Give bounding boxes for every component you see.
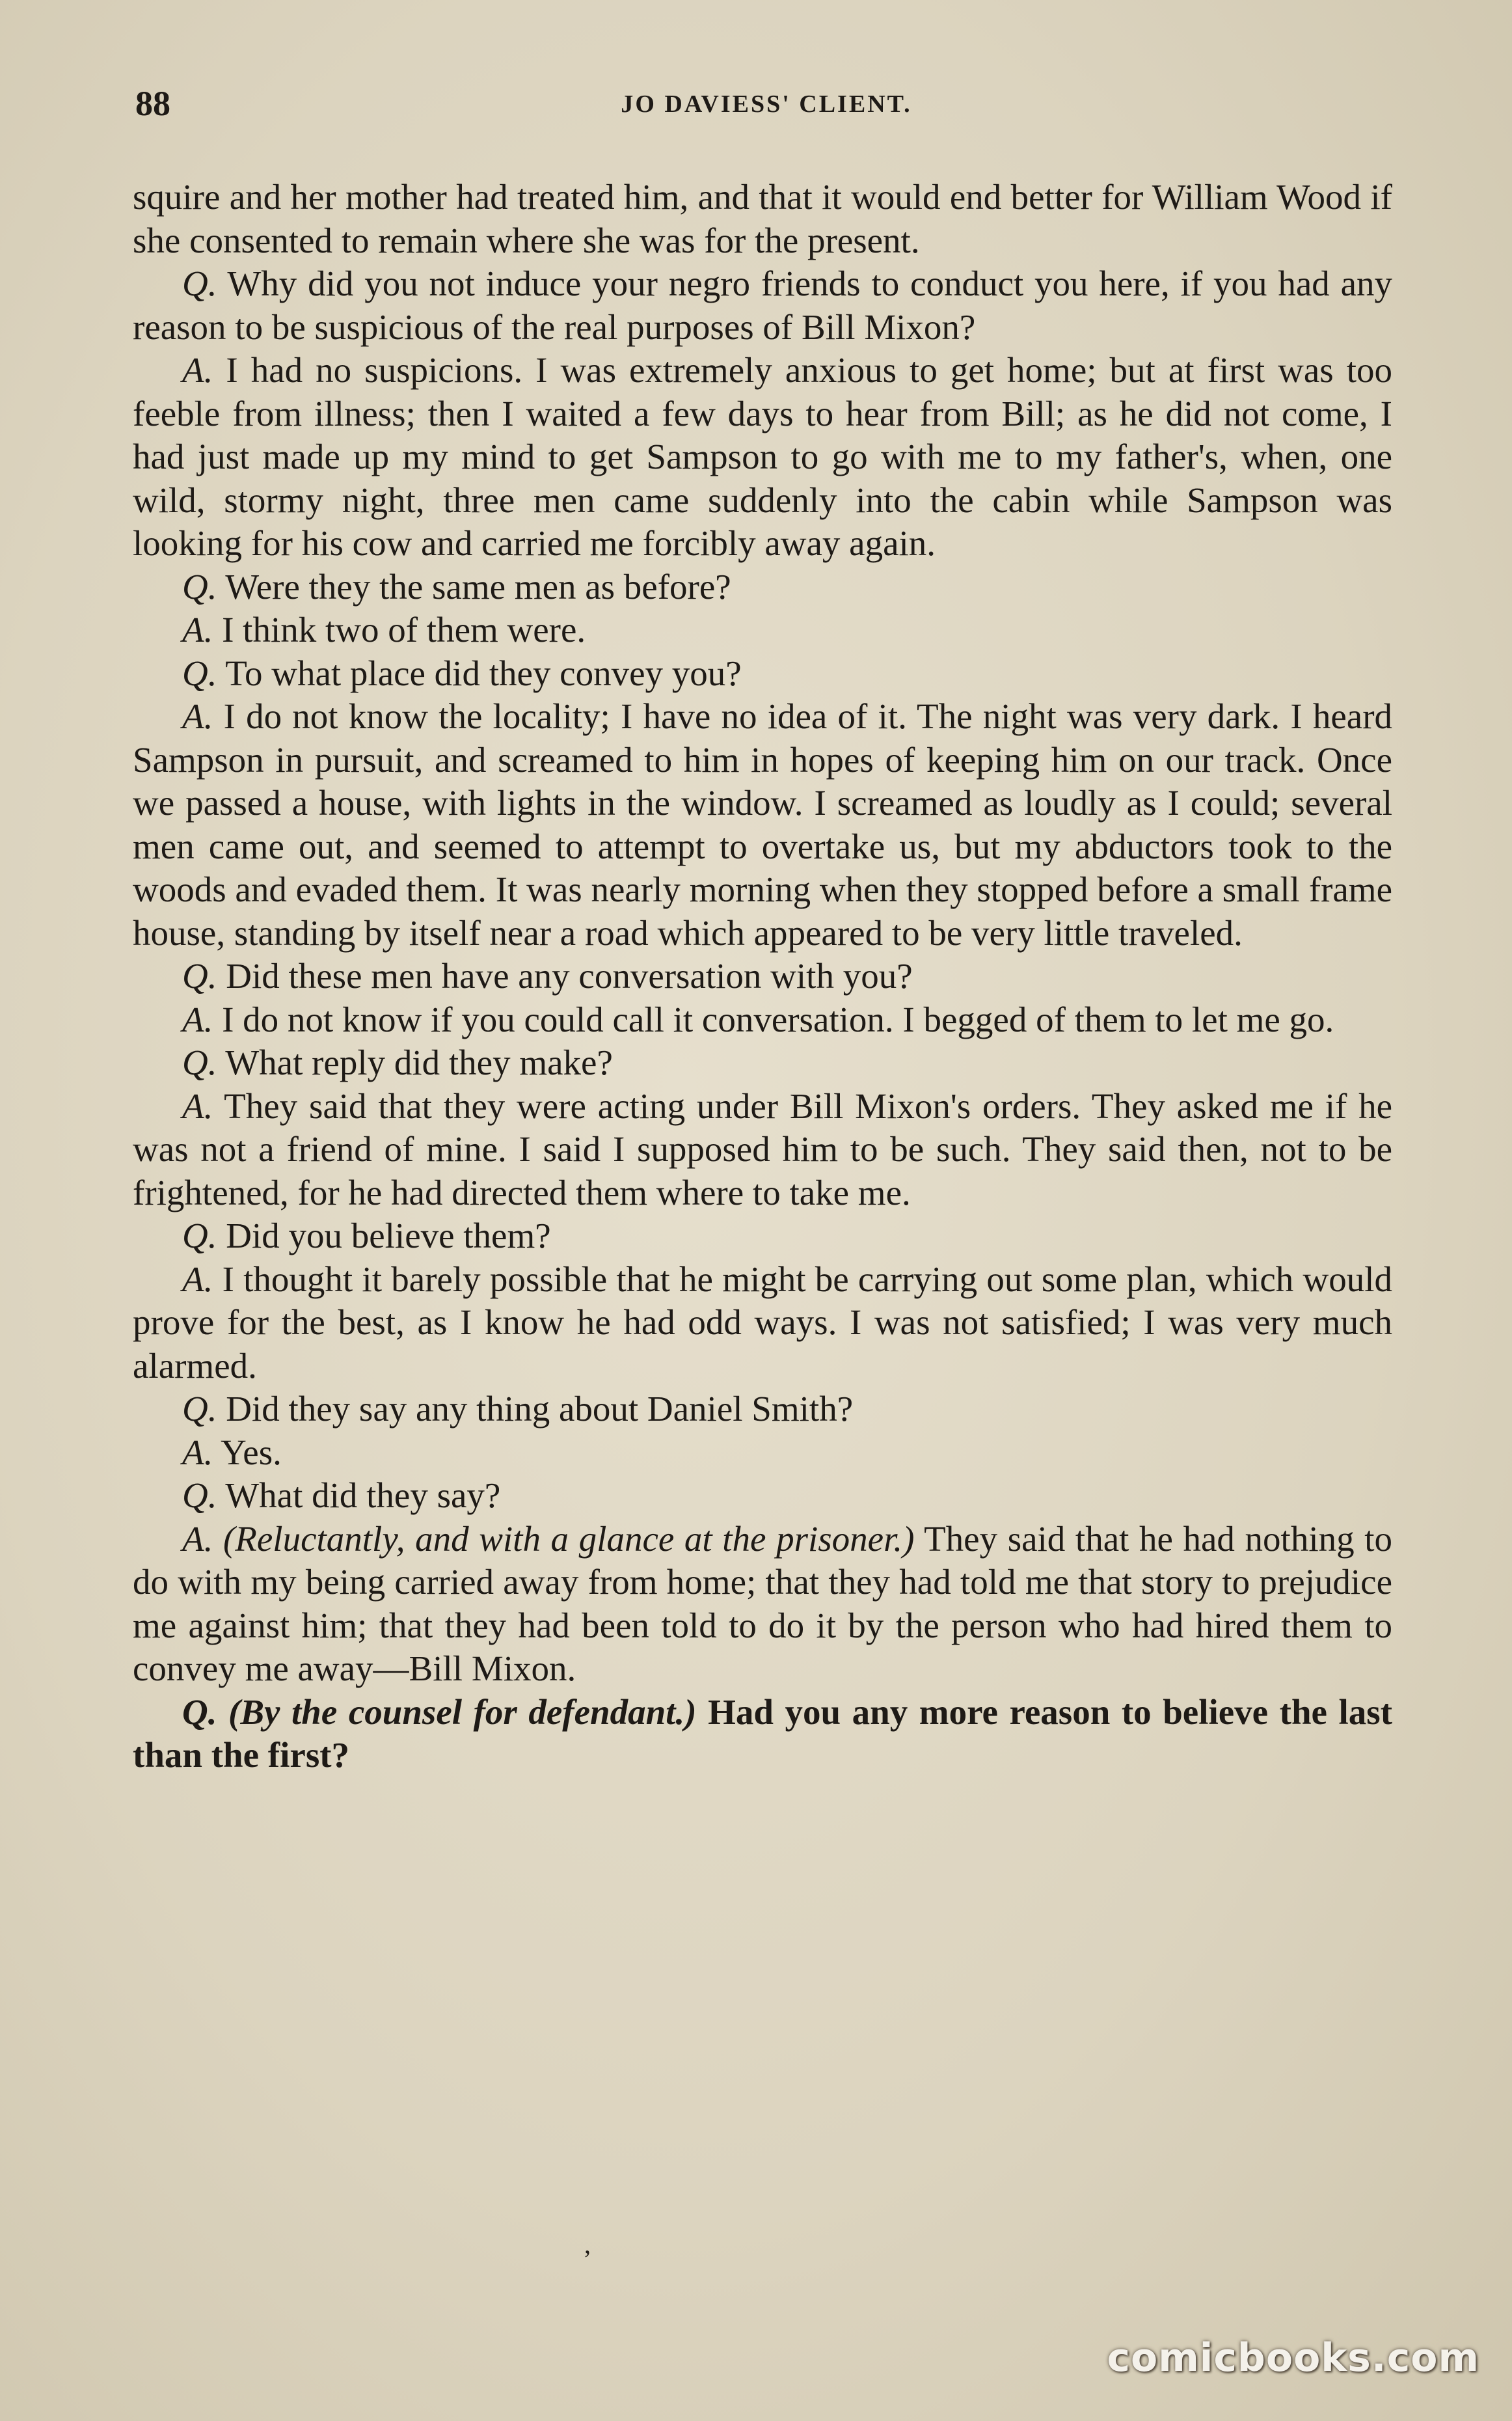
question: [133, 652, 1392, 696]
answer: [133, 349, 1392, 566]
watermark-text: comicbooks.com: [1107, 2335, 1479, 2381]
answer: [133, 1518, 1392, 1691]
paragraph-text: I had no suspicions. I was extremely anxious to get home; but at first was too feeble from illness; then I waited a few days to hear from Bill; as he did not come, I had just made up my mind to get Sampson to go with me to my father's, when, one wild, stormy night, three men came suddenly into the cabin while Sampson was looking for his cow and carried me forcibly away again.: [133, 350, 1393, 563]
paragraph-text: What reply did they make?: [225, 1043, 613, 1082]
speaker-label: Q.: [182, 653, 217, 693]
answer: [133, 609, 1392, 652]
paragraph-text: Had you any more reason to believe the last than the first?: [133, 1691, 1393, 1775]
speaker-label: A.: [182, 350, 213, 390]
question: [133, 1214, 1392, 1258]
paragraph-text: I think two of them were.: [222, 610, 586, 650]
speaker-label: A.: [182, 1432, 213, 1472]
speaker-label: Q.: [182, 566, 217, 607]
paragraph-text: Did you believe them?: [226, 1216, 551, 1255]
question: [133, 262, 1392, 349]
stage-direction: (By the counsel for defendant.): [228, 1691, 697, 1732]
question: [133, 1691, 1392, 1777]
paragraph-text: I do not know the locality; I have no idea of it. The night was very dark. I heard Sampson in pursuit, and screamed to him in hopes of keeping him on our track. Once we passed a house, with lights in the window. I screamed as loudly as I could; several men came out, and seemed to attempt to overtake us, but my abductors took to the woods and evaded them. It was nearly morning when they stopped before a small frame house, standing by itself near a road which appeared to be very little traveled.: [133, 696, 1393, 953]
speaker-label: Q.: [182, 264, 217, 303]
speaker-label: A.: [182, 999, 213, 1039]
question: [133, 1474, 1392, 1518]
speaker-label: A.: [182, 610, 213, 650]
page-number: 88: [135, 84, 170, 123]
speaker-label: Q.: [182, 1691, 217, 1732]
running-title: JO DAVIESS' CLIENT.: [621, 90, 912, 118]
answer: [133, 1431, 1392, 1475]
speaker-label: A.: [182, 1518, 213, 1559]
paragraph: [133, 176, 1392, 262]
speaker-label: Q.: [182, 1043, 217, 1082]
paragraph-text: Why did you not induce your negro friends to conduct you here, if you had any reason to be suspicious of the real purposes of Bill Mixon?: [133, 264, 1392, 347]
speaker-label: Q.: [182, 1389, 217, 1429]
answer: [133, 1085, 1392, 1215]
speaker-label: Q.: [182, 1475, 217, 1515]
question: [133, 566, 1392, 609]
question: [133, 1388, 1392, 1431]
speaker-label: A.: [182, 696, 213, 736]
paragraph-text: Were they the same men as before?: [225, 566, 731, 607]
answer: [133, 1258, 1392, 1388]
paragraph-text: They said that he had nothing to do with my being carried away from home; that they had told me that story to prejudice me against him; that they had been told to do it by the person who had hired them to convey me away—Bill Mixon.: [133, 1518, 1392, 1688]
page-header: [135, 83, 1397, 135]
question: [133, 955, 1392, 998]
paragraph-text: squire and her mother had treated him, and that it would end better for William Wood if she consented to remain where she was for the present.: [133, 177, 1392, 260]
paragraph-text: To what place did they convey you?: [225, 653, 742, 693]
stage-direction: (Reluctantly, and with a glance at the prisoner.): [223, 1518, 915, 1559]
speaker-label: A.: [182, 1259, 213, 1299]
paragraph-text: Yes.: [221, 1432, 282, 1472]
paragraph-text: They said that they were acting under Bill Mixon's orders. They asked me if he was not a friend of mine. I said I supposed him to be such. They said then, not to be frightened, for he had directed them where to take me.: [133, 1086, 1392, 1212]
answer: [133, 695, 1392, 955]
question: [133, 1041, 1392, 1085]
paragraph-text: I thought it barely possible that he might be carrying out some plan, which would prove for the best, as I know he had odd ways. I was not satisfied; I was very much alarmed.: [133, 1259, 1393, 1386]
answer: [133, 998, 1392, 1042]
printer-mark: ʼ: [583, 2245, 592, 2274]
speaker-label: Q.: [182, 956, 217, 996]
paragraph-text: I do not know if you could call it conversation. I begged of them to let me go.: [222, 999, 1334, 1039]
speaker-label: Q.: [182, 1216, 217, 1255]
paragraph-text: Did these men have any conversation with you?: [226, 956, 913, 996]
body-text: [133, 176, 1392, 1777]
speaker-label: A.: [182, 1086, 213, 1126]
paragraph-text: Did they say any thing about Daniel Smith?: [226, 1389, 854, 1429]
paragraph-text: What did they say?: [225, 1475, 501, 1515]
